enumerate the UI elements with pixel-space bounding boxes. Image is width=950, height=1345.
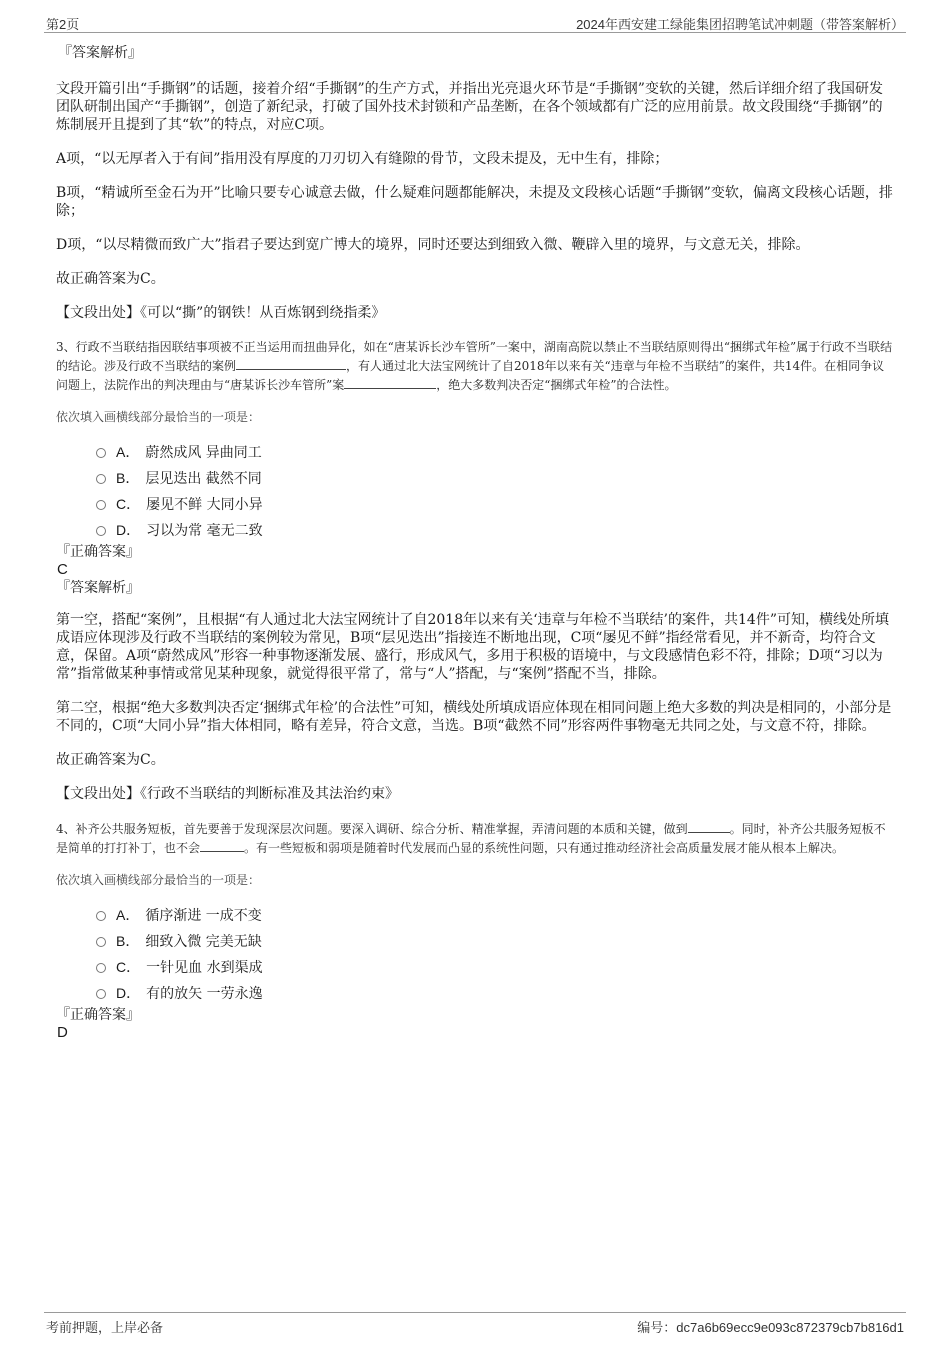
q4-option-c[interactable]: C． 一针见血 水到渠成 <box>56 954 896 980</box>
q3-option-b[interactable]: B． 层见迭出 截然不同 <box>56 465 896 491</box>
q2-conclusion: 故正确答案为C。 <box>56 271 165 287</box>
source-prefix: 【文段出处】 <box>56 786 140 802</box>
q4-blank-2 <box>200 838 244 852</box>
q4-stem-part1: 4、补齐公共服务短板，首先要善于发现深层次问题。要深入调研、综合分析、精准掌握，弄清问题的本质和关键，做到 <box>56 822 688 836</box>
q4-option-d[interactable]: D． 有的放矢 一劳永逸 <box>56 980 896 1006</box>
radio-icon[interactable] <box>96 937 106 947</box>
page-header <box>44 14 906 33</box>
q4-options <box>56 902 896 1006</box>
q3-source <box>56 785 896 803</box>
page-body <box>56 44 896 1042</box>
q3-option-d[interactable]: D． 习以为常 毫无二致 <box>56 517 896 543</box>
page-number: 第2页 <box>46 17 80 32</box>
footer-slogan: 考前押题，上岸必备 <box>46 1320 164 1335</box>
radio-icon[interactable] <box>96 474 106 484</box>
radio-icon[interactable] <box>96 911 106 921</box>
q2-analysis-para-3: B项，“精诚所至金石为开”比喻只要专心诚意去做，什么疑难问题都能解决，未提及文段核心话题“手撕钢”变软，偏离文段核心话题，排除； <box>56 185 893 219</box>
q3-option-c[interactable]: C． 屡见不鲜 大同小异 <box>56 491 896 517</box>
radio-icon[interactable] <box>96 963 106 973</box>
q4-stem-part2: 。同时，补齐公共服务短板不是简单的打打补丁，也不会 <box>56 822 886 855</box>
q2-analysis-para-2: A项，“以无厚者入于有间”指用没有厚度的刀刃切入有缝隙的骨节，文段未提及，无中生有，排除； <box>56 151 669 167</box>
q3-analysis-para-1: 第一空，搭配“案例”，且根据“有人通过北大法宝网统计了自2018年以来有关‘违章与年检不当联结’的案件，共14件”可知，横线处所填成语应体现涉及行政不当联结的案例较为常见，B项“层见迭出”指接连不断地出现，C项“屡见不鲜”指经常看见，并不新奇，均符合文意，保留。A项“蔚然成风”形容一种事物逐渐发展、盛行，形成风气，多用于积极的语境中，与文段感情色彩不符，排除；D项“习以为常”指常做某种事情或常见某种现象，就觉得很平常了，常与“人”搭配，与“案例”搭配不当，排除。 <box>56 612 889 682</box>
source-title: 《行政不当联结的判断标准及其法治约束》 <box>140 786 399 802</box>
q4-answer: D <box>57 1024 68 1041</box>
q3-stem-part3: ，绝大多数判决否定“捆绑式年检”的合法性。 <box>436 378 677 392</box>
q4-option-b[interactable]: B． 细致入微 完美无缺 <box>56 928 896 954</box>
q4-option-a[interactable]: A． 循序渐进 一成不变 <box>56 902 896 928</box>
radio-icon[interactable] <box>96 448 106 458</box>
q4-stem <box>56 819 896 857</box>
q3-option-a[interactable]: A． 蔚然成风 异曲同工 <box>56 439 896 465</box>
document-title: 2024年西安建工绿能集团招聘笔试冲刺题（带答案解析） <box>576 17 904 32</box>
q3-conclusion: 故正确答案为C。 <box>56 752 165 768</box>
q4-prompt: 依次填入画横线部分最恰当的一项是： <box>56 873 261 887</box>
correct-answer-label: 『正确答案』 <box>56 1007 140 1023</box>
document-code: 编号：dc7a6b69ecc9e093c872379cb7b816d1 <box>637 1320 904 1335</box>
radio-icon[interactable] <box>96 526 106 536</box>
q3-blank-1 <box>236 356 346 370</box>
q3-stem-part2: ，有人通过北大法宝网统计了自2018年以来有关“违章与年检不当联结”的案件，共14件。在相同争议问题上，法院作出的判决理由与“唐某诉长沙车管所”案 <box>56 359 885 392</box>
page-footer <box>44 1312 906 1335</box>
q2-analysis-para-1: 文段开篇引出“手撕钢”的话题，接着介绍“手撕钢”的生产方式，并指出光亮退火环节是“手撕钢”变软的关键，然后详细介绍了我国研发团队研制出国产“手撕钢”，创造了新纪录，打破了国外技术封锁和产品垄断，在各个领域都有广泛的应用前景。故文段围绕“手撕钢”的炼制展开且提到了其“软”的特点，对应C项。 <box>56 81 883 133</box>
radio-icon[interactable] <box>96 500 106 510</box>
q3-prompt: 依次填入画横线部分最恰当的一项是： <box>56 410 261 424</box>
correct-answer-label: 『正确答案』 <box>56 544 140 560</box>
q3-answer: C <box>57 561 68 578</box>
q3-blank-2 <box>344 375 436 389</box>
analysis-label: 『答案解析』 <box>56 580 140 596</box>
q4-stem-part3: 。有一些短板和弱项是随着时代发展而凸显的系统性问题，只有通过推动经济社会高质量发展才能从根本上解决。 <box>244 841 845 855</box>
source-title: 《可以“撕”的钢铁！从百炼钢到绕指柔》 <box>140 305 386 321</box>
q2-source <box>56 304 896 322</box>
q3-options <box>56 439 896 543</box>
q3-stem-part1: 3、行政不当联结指因联结事项被不正当运用而扭曲异化，如在“唐某诉长沙车管所”一案中，湖南高院以禁止不当联结原则得出“捆绑式年检”属于行政不当联结的结论。涉及行政不当联结的案例 <box>56 340 893 373</box>
q2-analysis-para-4: D项，“以尽精微而致广大”指君子要达到宽广博大的境界，同时还要达到细致入微、鞭辟入里的境界，与文意无关，排除。 <box>56 237 810 253</box>
analysis-label: 『答案解析』 <box>58 45 142 61</box>
q4-blank-1 <box>688 819 730 833</box>
q3-analysis-para-2: 第二空，根据“绝大多数判决否定‘捆绑式年检’的合法性”可知，横线处所填成语应体现在相同问题上绝大多数的判决是相同的，小部分是不同的，C项“大同小异”指大体相同，略有差异，符合文意，当选。B项“截然不同”形容两件事物毫无共同之处，与文意不符，排除。 <box>56 700 892 734</box>
radio-icon[interactable] <box>96 989 106 999</box>
source-prefix: 【文段出处】 <box>56 305 140 321</box>
q3-stem <box>56 338 896 394</box>
